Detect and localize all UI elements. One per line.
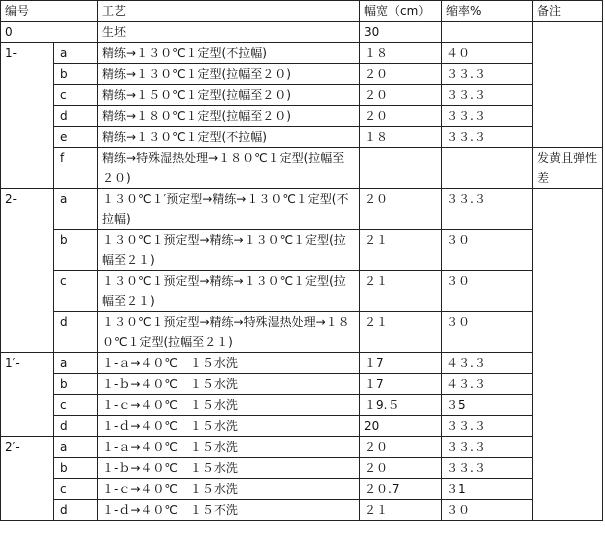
header-shrinkage: 缩率%	[442, 1, 533, 22]
width-cell: ２０	[360, 437, 442, 458]
process-cell: 精练→１５０℃１定型(拉幅至２０)	[98, 85, 360, 106]
sub-id-cell: b	[54, 458, 98, 479]
process-cell: 精练→特殊湿热处理→１８０℃１定型(拉幅至２０)	[98, 148, 360, 189]
process-cell: １-ａ→４０℃ １５水洗	[98, 437, 360, 458]
width-cell: ２０	[360, 106, 442, 127]
shrink-cell	[442, 22, 533, 43]
group-cell: 0	[1, 22, 98, 43]
sub-id-cell: d	[54, 416, 98, 437]
table-row	[1, 148, 603, 189]
table-row	[1, 416, 603, 437]
header-number: 编号	[1, 1, 98, 22]
process-cell: 精练→１３０℃１定型(不拉幅)	[98, 127, 360, 148]
process-cell: 生坯	[98, 22, 360, 43]
header-row	[1, 1, 603, 22]
header-process: 工艺	[98, 1, 360, 22]
table-row	[1, 127, 603, 148]
process-cell: １-ｂ→４０℃ １５水洗	[98, 458, 360, 479]
sub-id-cell: a	[54, 189, 98, 230]
note-cell: 发黄且弹性差	[533, 148, 603, 189]
width-cell: ２０	[360, 64, 442, 85]
process-cell: １-ｃ→４０℃ １５水洗	[98, 395, 360, 416]
width-cell: ２０	[360, 458, 442, 479]
table-row	[1, 479, 603, 500]
sub-id-cell: c	[54, 85, 98, 106]
process-cell: １-ｂ→４０℃ １５水洗	[98, 374, 360, 395]
width-cell: １7	[360, 374, 442, 395]
shrink-cell: ４０	[442, 43, 533, 64]
sub-id-cell: a	[54, 43, 98, 64]
width-cell: ２０	[360, 189, 442, 230]
shrink-cell: ３０	[442, 230, 533, 271]
width-cell: １7	[360, 353, 442, 374]
process-cell: 精练→１３０℃１定型(不拉幅)	[98, 43, 360, 64]
width-cell: ２１	[360, 312, 442, 353]
width-cell: ２１	[360, 230, 442, 271]
process-cell: １３０℃１预定型→精练→１３０℃１定型(拉幅至２１)	[98, 230, 360, 271]
table-row	[1, 353, 603, 374]
process-cell: １-ｃ→４０℃ １５水洗	[98, 479, 360, 500]
sub-id-cell: b	[54, 374, 98, 395]
table-row	[1, 85, 603, 106]
sub-id-cell: b	[54, 230, 98, 271]
note-cell	[533, 22, 603, 148]
table-row	[1, 106, 603, 127]
shrink-cell: ４３.３	[442, 353, 533, 374]
shrink-cell: ３1	[442, 479, 533, 500]
width-cell: ２１	[360, 500, 442, 521]
sub-id-cell: e	[54, 127, 98, 148]
shrink-cell: ３０	[442, 271, 533, 312]
sub-id-cell: c	[54, 271, 98, 312]
shrink-cell: ３３.３	[442, 189, 533, 230]
table-row	[1, 43, 603, 64]
table-row	[1, 437, 603, 458]
table-row	[1, 500, 603, 521]
header-note: 备注	[533, 1, 603, 22]
shrink-cell: ３３.３	[442, 106, 533, 127]
sub-id-cell: c	[54, 395, 98, 416]
note-cell	[533, 189, 603, 521]
group-cell: 1′-	[1, 353, 54, 437]
sub-id-cell: d	[54, 106, 98, 127]
process-cell: １-ａ→４０℃ １５水洗	[98, 353, 360, 374]
width-cell: ２０	[360, 85, 442, 106]
shrink-cell: ３３.３	[442, 64, 533, 85]
process-cell: １-ｄ→４０℃ １５不洗	[98, 500, 360, 521]
sub-id-cell: c	[54, 479, 98, 500]
shrink-cell: ３３.３	[442, 416, 533, 437]
shrink-cell: ３３.３	[442, 458, 533, 479]
shrink-cell: ３０	[442, 500, 533, 521]
sub-id-cell: d	[54, 312, 98, 353]
process-cell: 精练→１３０℃１定型(拉幅至２０)	[98, 64, 360, 85]
table-row	[1, 458, 603, 479]
table-row	[1, 374, 603, 395]
process-cell: 精练→１８０℃１定型(拉幅至２０)	[98, 106, 360, 127]
shrink-cell: ３３.３	[442, 85, 533, 106]
group-cell: 1-	[1, 43, 54, 189]
process-cell: １３０℃１预定型→精练→特殊湿热处理→１８０℃１定型(拉幅至２１)	[98, 312, 360, 353]
width-cell: ２１	[360, 271, 442, 312]
width-cell: １８	[360, 43, 442, 64]
header-width: 幅宽（cm）	[360, 1, 442, 22]
table-row	[1, 271, 603, 312]
sub-id-cell: f	[54, 148, 98, 189]
table-row	[1, 312, 603, 353]
shrink-cell: ４３.３	[442, 374, 533, 395]
table-row	[1, 189, 603, 230]
width-cell: ２０.7	[360, 479, 442, 500]
shrink-cell: ３5	[442, 395, 533, 416]
table-row	[1, 64, 603, 85]
process-cell: １３０℃１′预定型→精练→１３０℃１定型(不拉幅)	[98, 189, 360, 230]
width-cell: １８	[360, 127, 442, 148]
width-cell: １9.５	[360, 395, 442, 416]
group-cell: 2-	[1, 189, 54, 353]
sub-id-cell: b	[54, 64, 98, 85]
width-cell: 20	[360, 416, 442, 437]
group-cell: 2′-	[1, 437, 54, 521]
table-row	[1, 230, 603, 271]
table-row	[1, 22, 603, 43]
width-cell: 30	[360, 22, 442, 43]
sub-id-cell: a	[54, 437, 98, 458]
shrink-cell: ３０	[442, 312, 533, 353]
process-cell: １-ｄ→４０℃ １５水洗	[98, 416, 360, 437]
shrink-cell: ３３.３	[442, 437, 533, 458]
width-cell	[360, 148, 442, 189]
sub-id-cell: a	[54, 353, 98, 374]
process-cell: １３０℃１预定型→精练→１３０℃１定型(拉幅至２１)	[98, 271, 360, 312]
table-row	[1, 395, 603, 416]
sub-id-cell: d	[54, 500, 98, 521]
shrink-cell: ３３.３	[442, 127, 533, 148]
shrink-cell	[442, 148, 533, 189]
